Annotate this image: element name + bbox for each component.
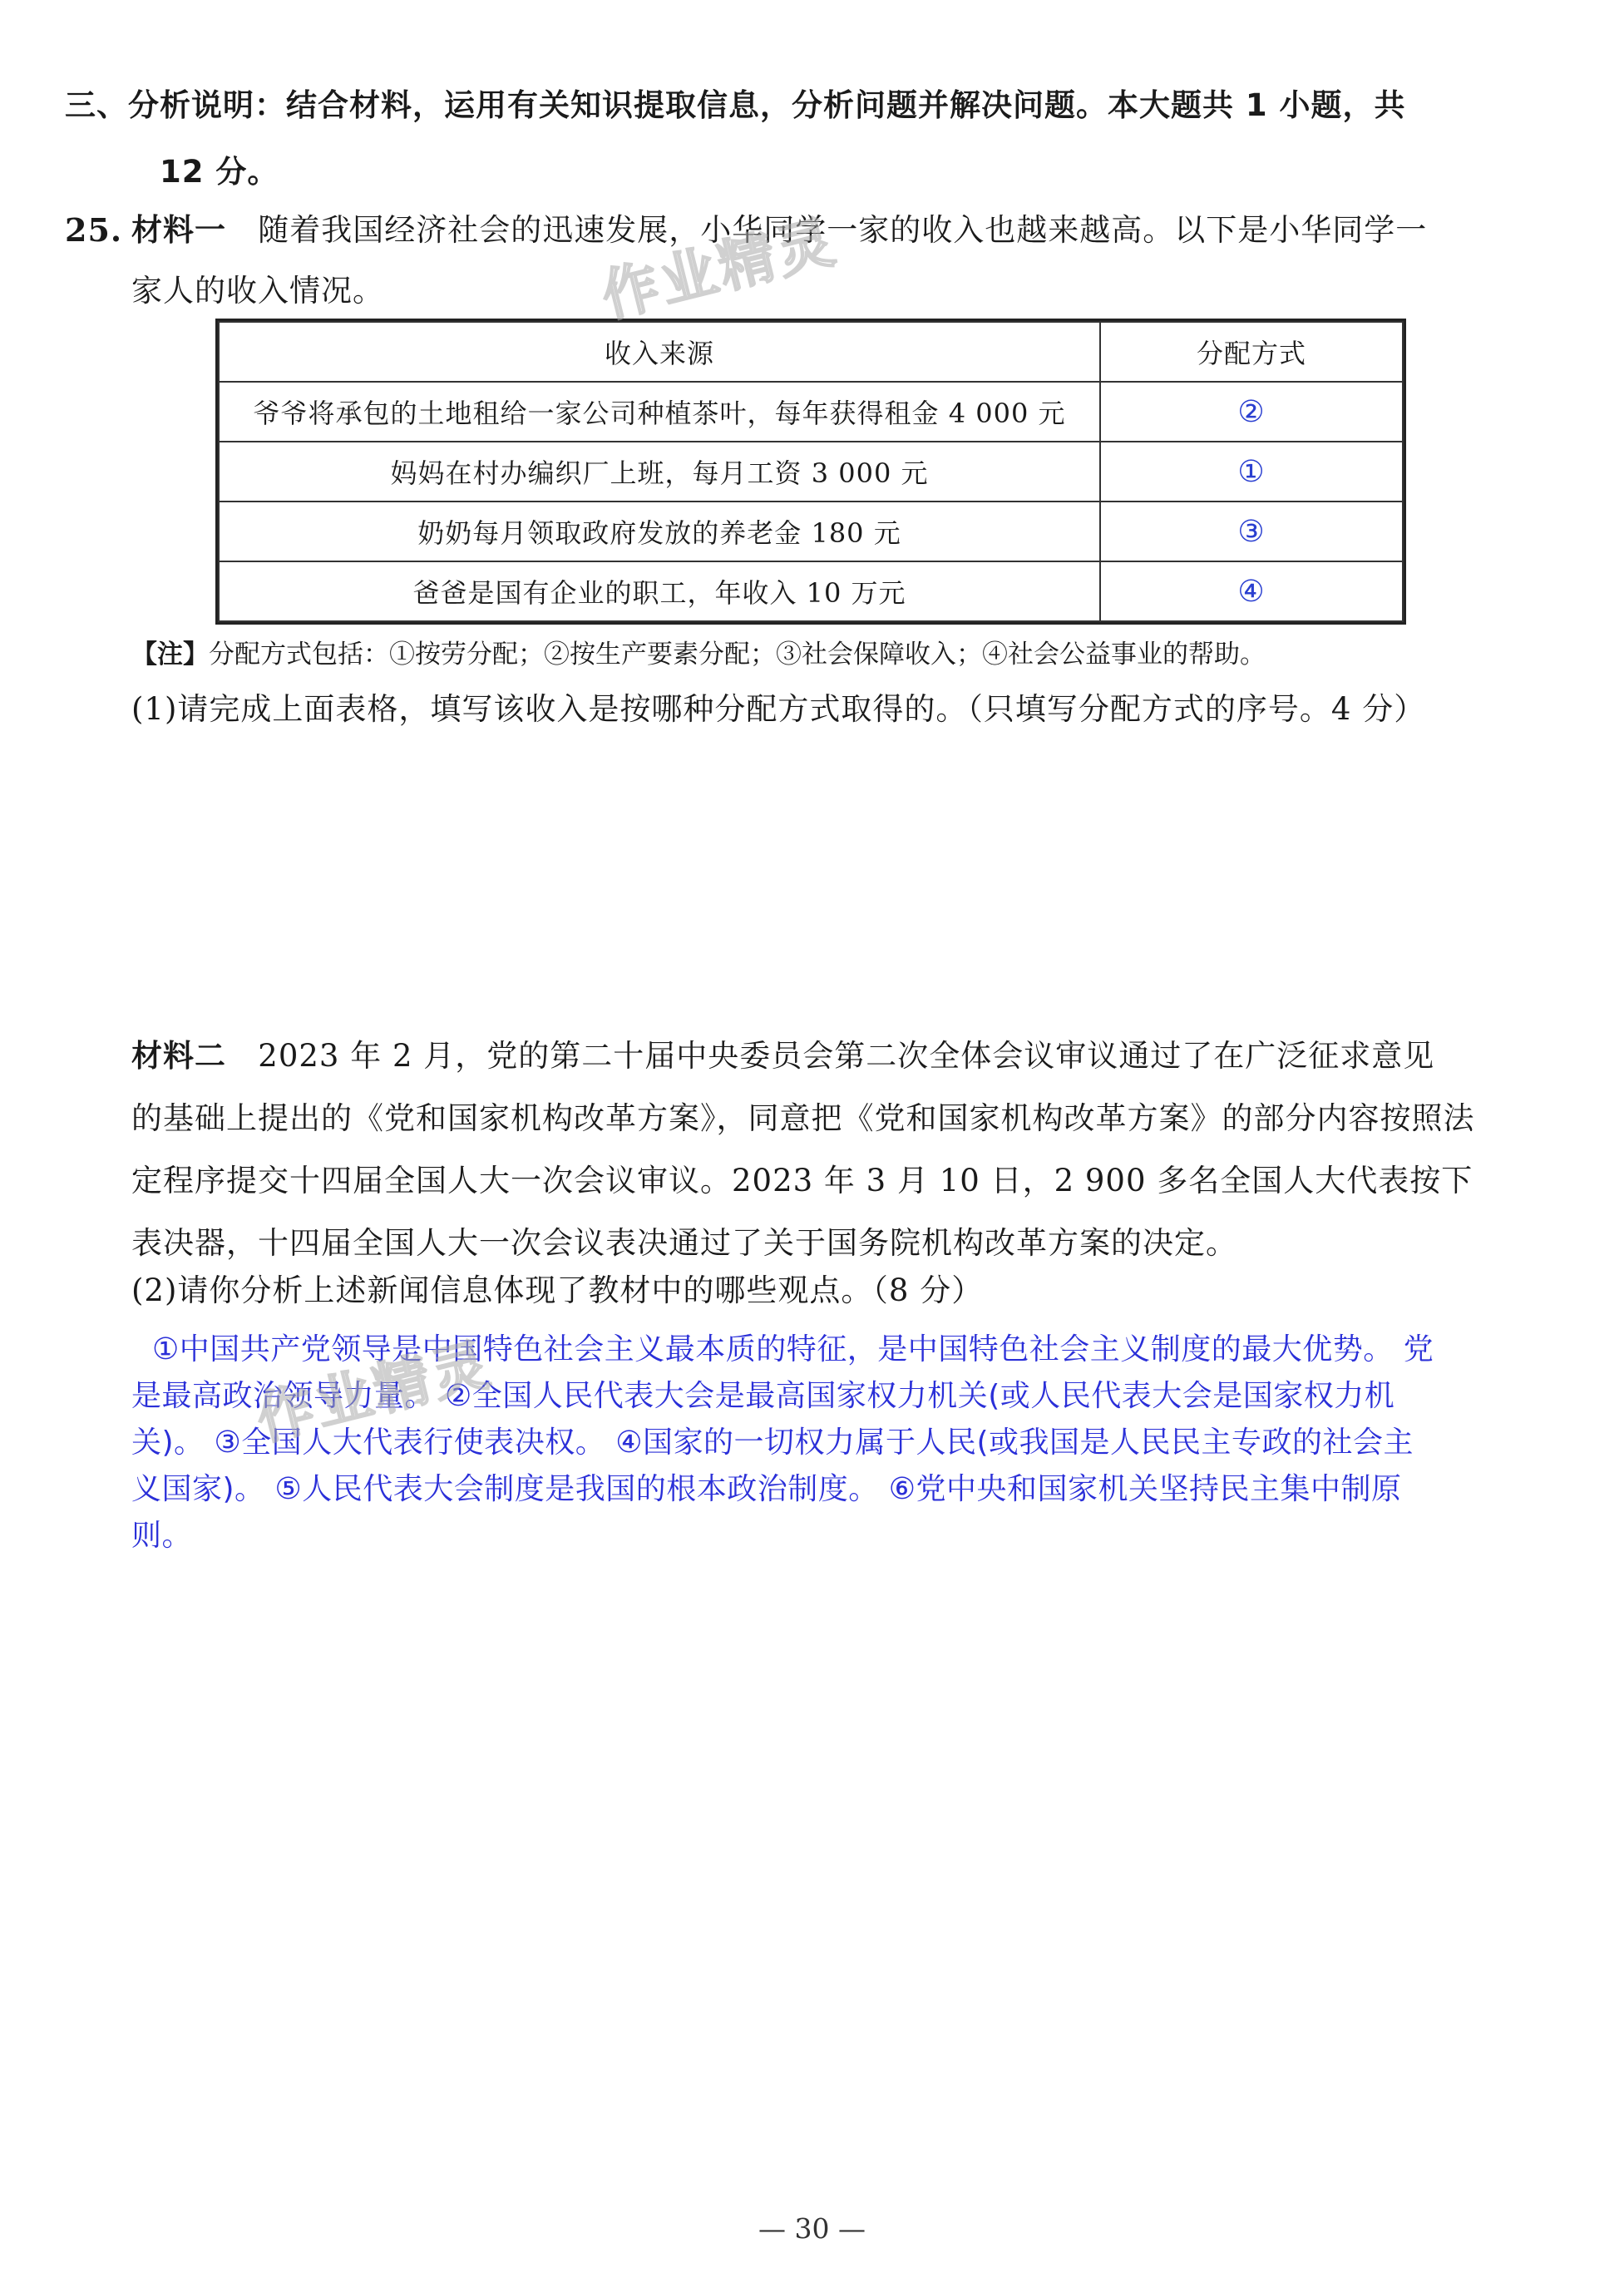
- page-number: — 30 —: [758, 2212, 866, 2245]
- material2-line1: [131, 1035, 1434, 1077]
- header-income-source: 收入来源: [219, 322, 1100, 382]
- material2-line2: 的基础上提出的《党和国家机构改革方案》，同意把《党和国家机构改革方案》的部分内容按照法: [131, 1100, 1475, 1136]
- material2-text: 2023 年 2 月，党的第二十届中央委员会第二次全体会议审议通过了在广泛征求意见: [258, 1038, 1435, 1074]
- material2-line3: 定程序提交十四届全国人大一次会议审议。2023 年 3 月 10 日，2 900 多名全国人大代表按下: [131, 1163, 1473, 1198]
- table-row: [219, 502, 1403, 561]
- table-row: [219, 442, 1403, 502]
- table-row: [219, 382, 1403, 442]
- sub-question-2: (2)请你分析上述新闻信息体现了教材中的哪些观点。（8 分）: [131, 1272, 984, 1308]
- handwritten-answer-line: 则。: [131, 1519, 193, 1553]
- distribution-answer-cell: ③: [1100, 502, 1403, 561]
- income-source-cell: 爷爷将承包的土地租给一家公司种植茶叶，每年获得租金 4 000 元: [219, 382, 1100, 442]
- handwritten-answer-line: ①中国共产党领导是中国特色社会主义最本质的特征，是中国特色社会主义制度的最大优势。 党: [152, 1332, 1434, 1366]
- income-source-cell: 奶奶每月领取政府发放的养老金 180 元: [219, 502, 1100, 561]
- distribution-answer-cell: ①: [1100, 442, 1403, 502]
- handwritten-answer-line: 关)。 ③全国人大代表行使表决权。 ④国家的一切权力属于人民(或我国是人民民主专政的社会主: [131, 1426, 1414, 1460]
- distribution-answer-cell: ④: [1100, 561, 1403, 621]
- section-heading: 三、分析说明：结合材料，运用有关知识提取信息，分析问题并解决问题。本大题共 1 小题，共: [65, 87, 1406, 123]
- material2-line4: 表决器，十四届全国人大一次会议表决通过了关于国务院机构改革方案的决定。: [131, 1225, 1237, 1261]
- handwritten-answer-line: 义国家)。 ⑤人民代表大会制度是我国的根本政治制度。 ⑥党中央和国家机关坚持民主集中制原: [131, 1472, 1402, 1506]
- table-note: [131, 636, 1266, 673]
- material1-line2: 家人的收入情况。: [131, 273, 384, 309]
- material1-text: 随着我国经济社会的迅速发展，小华同学一家的收入也越来越高。以下是小华同学一: [258, 212, 1428, 248]
- header-distribution-method: 分配方式: [1100, 322, 1403, 382]
- material1-label: 材料一: [131, 212, 226, 248]
- income-source-cell: 爸爸是国有企业的职工，年收入 10 万元: [219, 561, 1100, 621]
- income-table: [215, 319, 1406, 625]
- section-heading-continued: 12 分。: [160, 154, 279, 190]
- note-label: 【注】: [131, 640, 209, 670]
- table-row: [219, 561, 1403, 621]
- note-text: 分配方式包括：①按劳分配；②按生产要素分配；③社会保障收入；④社会公益事业的帮助。: [209, 640, 1266, 670]
- distribution-answer-cell: ②: [1100, 382, 1403, 442]
- watermark: 作业精灵: [250, 1332, 499, 1454]
- watermark: 作业精灵: [595, 209, 844, 331]
- sub-question-1: (1)请完成上面表格，填写该收入是按哪种分配方式取得的。（只填写分配方式的序号。4 分）: [131, 691, 1426, 727]
- income-source-cell: 妈妈在村办编织厂上班，每月工资 3 000 元: [219, 442, 1100, 502]
- question-number: 25.: [65, 211, 123, 249]
- table-header-row: [219, 322, 1403, 382]
- material2-label: 材料二: [131, 1038, 226, 1074]
- handwritten-answer-line: 是最高政治领导力量。 ②全国人民代表大会是最高国家权力机关(或人民代表大会是国家权力机: [131, 1379, 1395, 1413]
